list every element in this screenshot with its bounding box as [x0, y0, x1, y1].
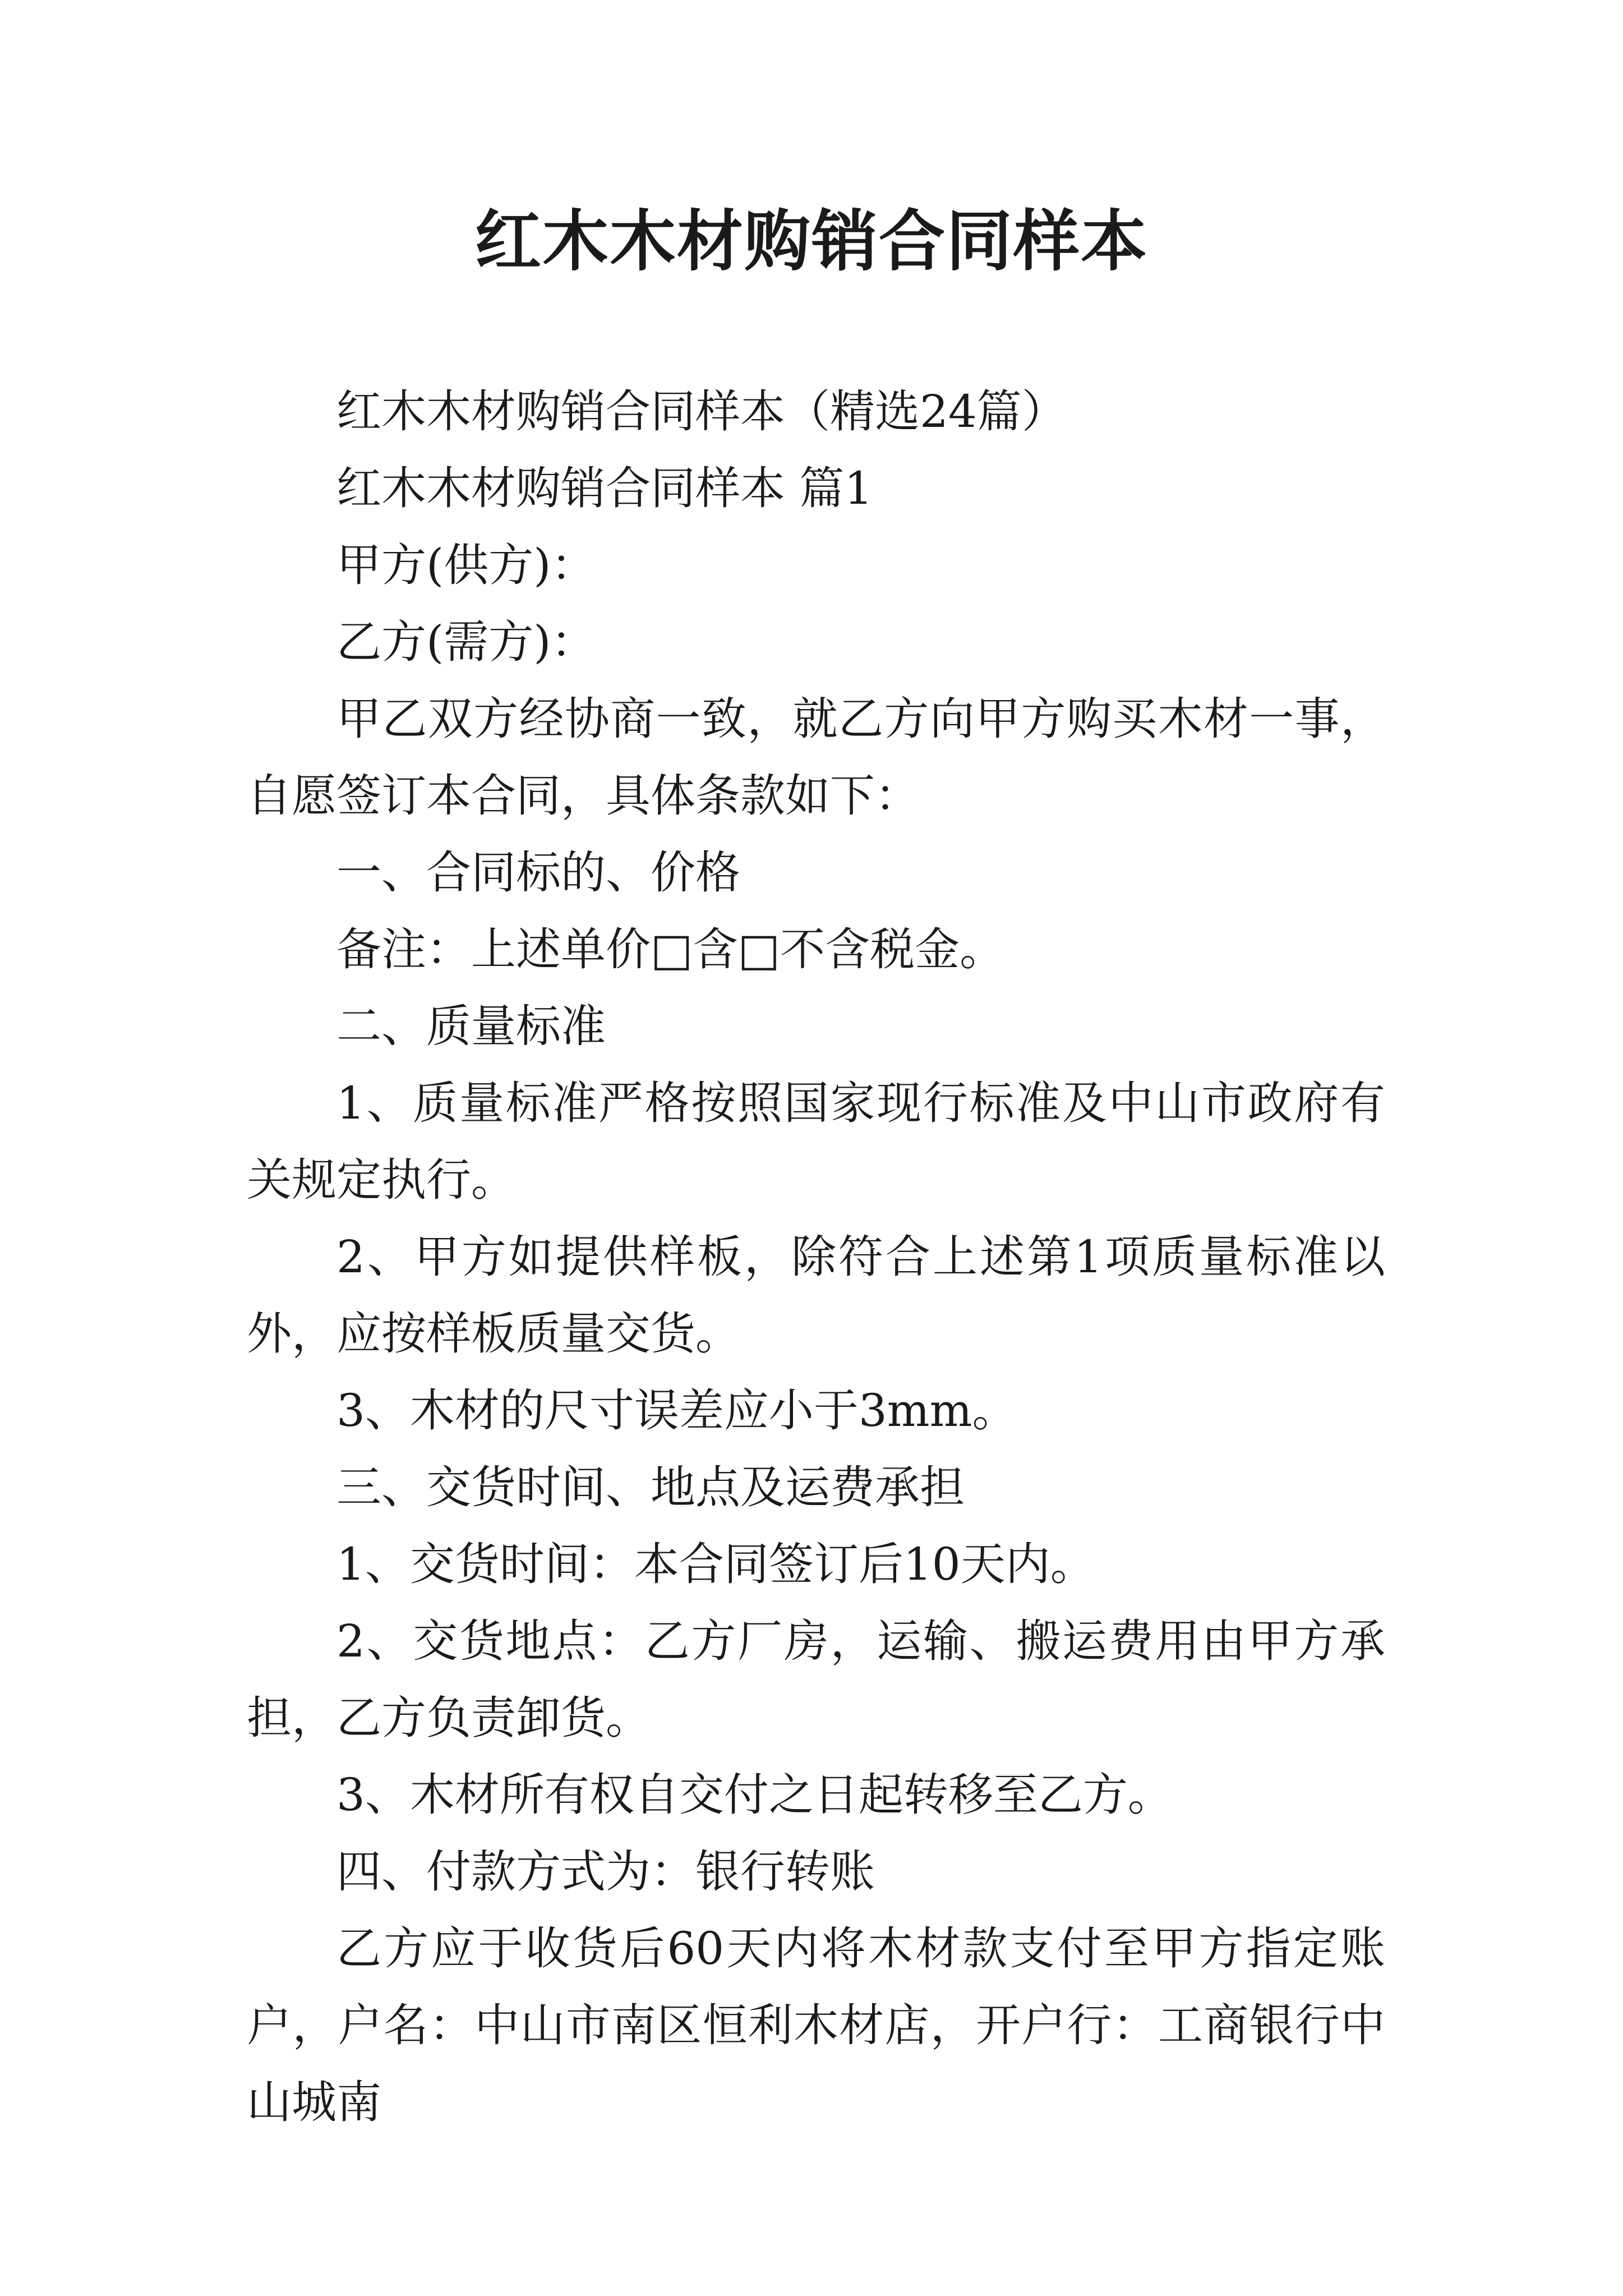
document-body	[247, 373, 1385, 2141]
paragraph-clause-3-heading: 三、交货时间、地点及运费承担	[336, 1461, 965, 1513]
paragraph-subtitle: 红木木材购销合同样本（精选24篇）	[336, 385, 1067, 438]
paragraph-quality-1: 1、质量标准严格按照国家现行标准及中山市政府有关规定执行。	[247, 1077, 1385, 1206]
document-title: 红木木材购销合同样本	[474, 202, 1148, 280]
paragraph-section-heading: 红木木材购销合同样本 篇1	[336, 462, 873, 514]
paragraph-party-a: 甲方(供方)：	[336, 539, 596, 591]
paragraph-intro: 甲乙双方经协商一致，就乙方向甲方购买木材一事，自愿签订本合同，具体条款如下：	[247, 693, 1385, 822]
paragraph-quality-2: 2、甲方如提供样板，除符合上述第1项质量标准以外，应按样板质量交货。	[247, 1231, 1385, 1360]
paragraph-delivery-1: 1、交货时间：本合同签订后10天内。	[336, 1538, 1095, 1590]
paragraph-delivery-2: 2、交货地点：乙方厂房，运输、搬运费用由甲方承担，乙方负责卸货。	[247, 1615, 1385, 1744]
paragraph-clause-2-heading: 二、质量标准	[336, 1000, 606, 1052]
paragraph-clause-4-heading: 四、付款方式为：银行转账	[336, 1846, 875, 1898]
paragraph-clause-1-heading: 一、合同标的、价格	[336, 846, 740, 899]
paragraph-party-b: 乙方(需方)：	[336, 616, 596, 668]
paragraph-delivery-3: 3、木材所有权自交付之日起转移至乙方。	[336, 1769, 1173, 1821]
paragraph-quality-3: 3、木材的尺寸误差应小于3mm。	[336, 1384, 1017, 1437]
paragraph-payment: 乙方应于收货后60天内将木材款支付至甲方指定账户，户名：中山市南区恒利木材店，开户行：工商银行中山城南	[247, 1922, 1385, 2128]
paragraph-note: 备注：上述单价□含□不含税金。	[336, 923, 1005, 976]
